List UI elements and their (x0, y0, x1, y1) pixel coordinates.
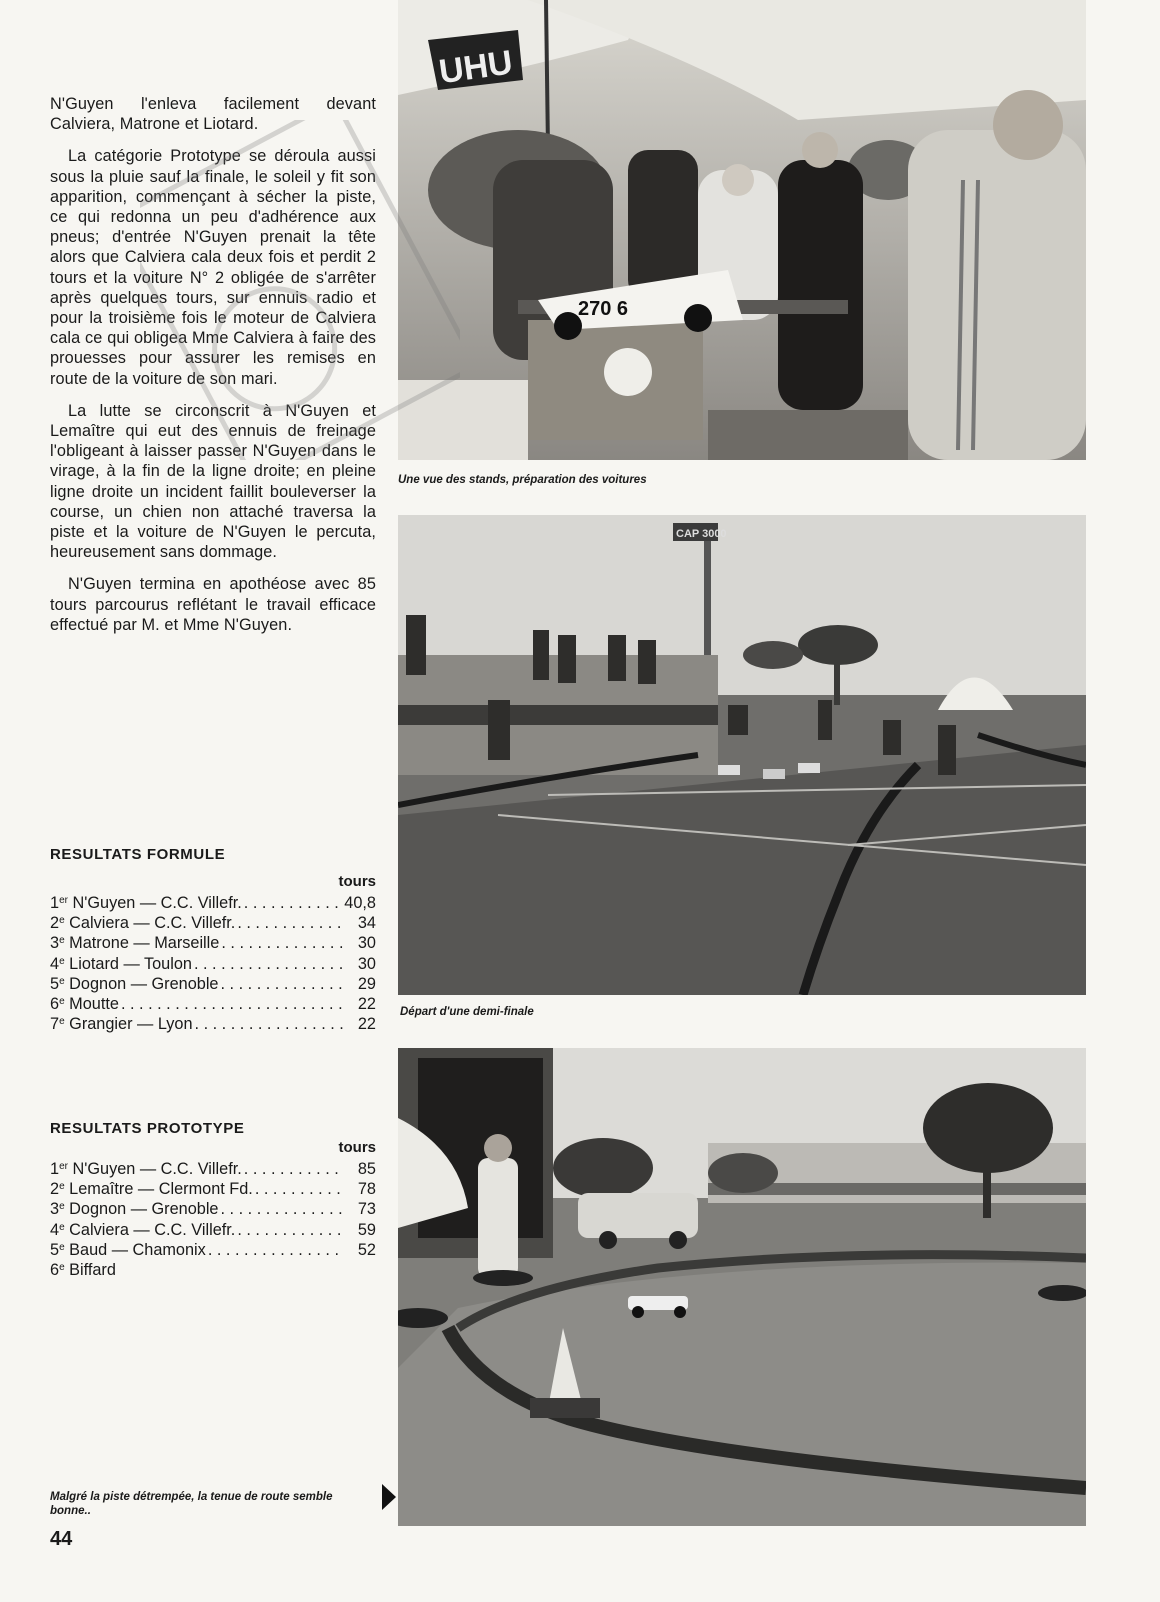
result-laps: 85 (357, 1160, 376, 1178)
result-rank: 4 (50, 954, 60, 973)
result-row (50, 1240, 376, 1260)
result-rank: 3 (50, 934, 60, 953)
result-rank-suffix: e (59, 915, 65, 927)
result-rank: 1 (50, 894, 60, 912)
photo-semi-final-start (398, 515, 1086, 995)
result-row (50, 974, 376, 994)
result-row (50, 1199, 376, 1219)
result-name (50, 893, 242, 913)
result-row (50, 933, 376, 953)
result-name (50, 1260, 116, 1280)
result-competitor: Calviera — C.C. Villefr. (64, 1220, 236, 1239)
results-formule-unit: tours (338, 873, 376, 890)
result-name (50, 994, 119, 1014)
results-prototype-table (50, 1120, 376, 1280)
result-laps: 34 (357, 914, 376, 933)
result-leader-dots (237, 913, 344, 933)
result-row (50, 893, 376, 913)
result-laps: 29 (357, 974, 376, 993)
result-rank-suffix: e (59, 975, 65, 987)
caption-photo-stands: Une vue des stands, préparation des voitures (398, 474, 647, 486)
result-rank-suffix: e (59, 1181, 65, 1193)
result-laps: 59 (357, 1220, 376, 1239)
result-rank-suffix: e (59, 1221, 65, 1233)
result-competitor: Moutte (64, 995, 119, 1014)
result-competitor: Lemaître — Clermont Fd. (64, 1180, 253, 1199)
result-name (50, 933, 219, 953)
result-laps: 22 (357, 995, 376, 1014)
result-laps: 30 (357, 934, 376, 953)
results-prototype-title: RESULTATS PROTOTYPE (50, 1120, 245, 1137)
result-rank-suffix: er (59, 1161, 68, 1172)
result-leader-dots (221, 974, 345, 994)
result-rank: 7 (50, 1015, 60, 1034)
result-rank: 2 (50, 914, 60, 933)
sign-text: CAP 3000 (676, 528, 727, 540)
result-competitor: Baud — Chamonix (64, 1240, 206, 1259)
result-competitor: Matrone — Marseille (64, 934, 220, 953)
result-laps: 40,8 (344, 894, 376, 912)
result-competitor: Grangier — Lyon (64, 1015, 193, 1034)
result-row (50, 1260, 376, 1280)
result-row (50, 1220, 376, 1240)
results-prototype-rows (50, 1159, 376, 1280)
article-paragraph-4: N'Guyen termina en apothéose avec 85 tours parcourus reflétant le travail efficace effectué par M. et Mme N'Guyen. (50, 575, 376, 634)
result-name (50, 1179, 253, 1199)
result-competitor: Dognon — Grenoble (64, 974, 219, 993)
result-name (50, 1199, 219, 1219)
result-name (50, 974, 219, 994)
result-competitor: N'Guyen — C.C. Villefr. (67, 1160, 242, 1178)
result-leader-dots (221, 933, 344, 953)
result-row (50, 994, 376, 1014)
result-name (50, 954, 192, 974)
caption-photo-wet-track: Malgré la piste détrempée, la tenue de route semble bonne.. (50, 1491, 333, 1517)
result-laps: 73 (357, 1200, 376, 1219)
result-rank-suffix: e (59, 955, 65, 967)
result-competitor: Biffard (64, 1261, 116, 1280)
caption-photo-semi-final: Départ d'une demi-finale (400, 1006, 534, 1018)
result-row (50, 954, 376, 974)
result-rank: 5 (50, 974, 60, 993)
result-rank-suffix: e (59, 1016, 65, 1028)
article-paragraph-1: N'Guyen l'enleva facilement devant Calviera, Matrone et Liotard. (50, 95, 376, 134)
article-paragraph-3: La lutte se circonscrit à N'Guyen et Lemaître qui eut des ennuis de freinage l'obligeant à laisser passer N'Guyen dans le virage, à la fin de la ligne droite; en pleine ligne droite un incident faillit bouleverser la course, un chien non attaché traversa la piste et la voiture de N'Guyen le percuta, heureusement sans dommage. (50, 401, 376, 562)
result-competitor: Liotard — Toulon (64, 954, 192, 973)
result-rank: 1 (50, 1160, 60, 1178)
result-leader-dots (121, 994, 344, 1014)
result-laps: 52 (357, 1240, 376, 1259)
result-rank: 6 (50, 1261, 60, 1280)
result-leader-dots (221, 1199, 345, 1219)
result-rank: 6 (50, 995, 60, 1014)
article-body (50, 94, 376, 647)
result-competitor: Calviera — C.C. Villefr. (64, 914, 236, 933)
result-rank-suffix: er (59, 895, 68, 906)
result-row (50, 1159, 376, 1179)
result-laps: 30 (357, 954, 376, 973)
result-name (50, 1220, 235, 1240)
result-name (50, 1240, 206, 1260)
results-prototype-unit: tours (338, 1139, 376, 1156)
result-laps: 78 (357, 1180, 376, 1199)
car-number-text: 270 6 (578, 298, 629, 320)
results-formule-title: RESULTATS FORMULE (50, 846, 226, 863)
result-row (50, 1014, 376, 1034)
results-formule-table (50, 846, 376, 1034)
photo-wet-track (398, 1048, 1086, 1526)
result-name (50, 1159, 242, 1179)
result-row (50, 1179, 376, 1199)
result-leader-dots (195, 1014, 344, 1034)
result-row (50, 913, 376, 933)
result-rank-suffix: e (59, 1241, 65, 1253)
result-leader-dots (244, 1159, 344, 1179)
result-leader-dots (244, 893, 343, 913)
result-rank: 3 (50, 1200, 60, 1219)
results-formule-rows (50, 893, 376, 1034)
result-rank-suffix: e (59, 935, 65, 947)
result-leader-dots (237, 1220, 344, 1240)
result-leader-dots (194, 954, 344, 974)
result-rank-suffix: e (59, 1262, 65, 1274)
result-name (50, 1014, 193, 1034)
result-rank-suffix: e (59, 1201, 65, 1213)
result-rank: 2 (50, 1180, 60, 1199)
result-competitor: N'Guyen — C.C. Villefr. (67, 894, 242, 912)
result-laps: 22 (357, 1015, 376, 1034)
result-name (50, 913, 235, 933)
result-rank-suffix: e (59, 996, 65, 1008)
article-paragraph-2: La catégorie Prototype se déroula aussi sous la pluie sauf la finale, le soleil y fit son apparition, commençant à sécher la piste, ce qui redonna un peu d'adhérence aux pneus; d'entrée N'Guyen prenait la tête alors que Calviera cala deux fois et perdit 2 tours et la voiture N° 2 obligée de s'arrêter après quelques tours, sur ennuis radio et pour la troisième fois le moteur de Calviera cala ce qui obligea Mme Calviera à faire des prouesses pour assurer les remises en route de la voiture de son mari. (50, 147, 376, 388)
umbrella-brand-text: UHU (436, 43, 515, 92)
result-competitor: Dognon — Grenoble (64, 1200, 219, 1219)
pointer-arrow-icon (382, 1484, 396, 1510)
result-rank: 4 (50, 1220, 60, 1239)
photo-stands (398, 0, 1086, 460)
page-number: 44 (50, 1528, 73, 1550)
result-leader-dots (255, 1179, 344, 1199)
result-leader-dots (208, 1240, 344, 1260)
result-rank: 5 (50, 1240, 60, 1259)
